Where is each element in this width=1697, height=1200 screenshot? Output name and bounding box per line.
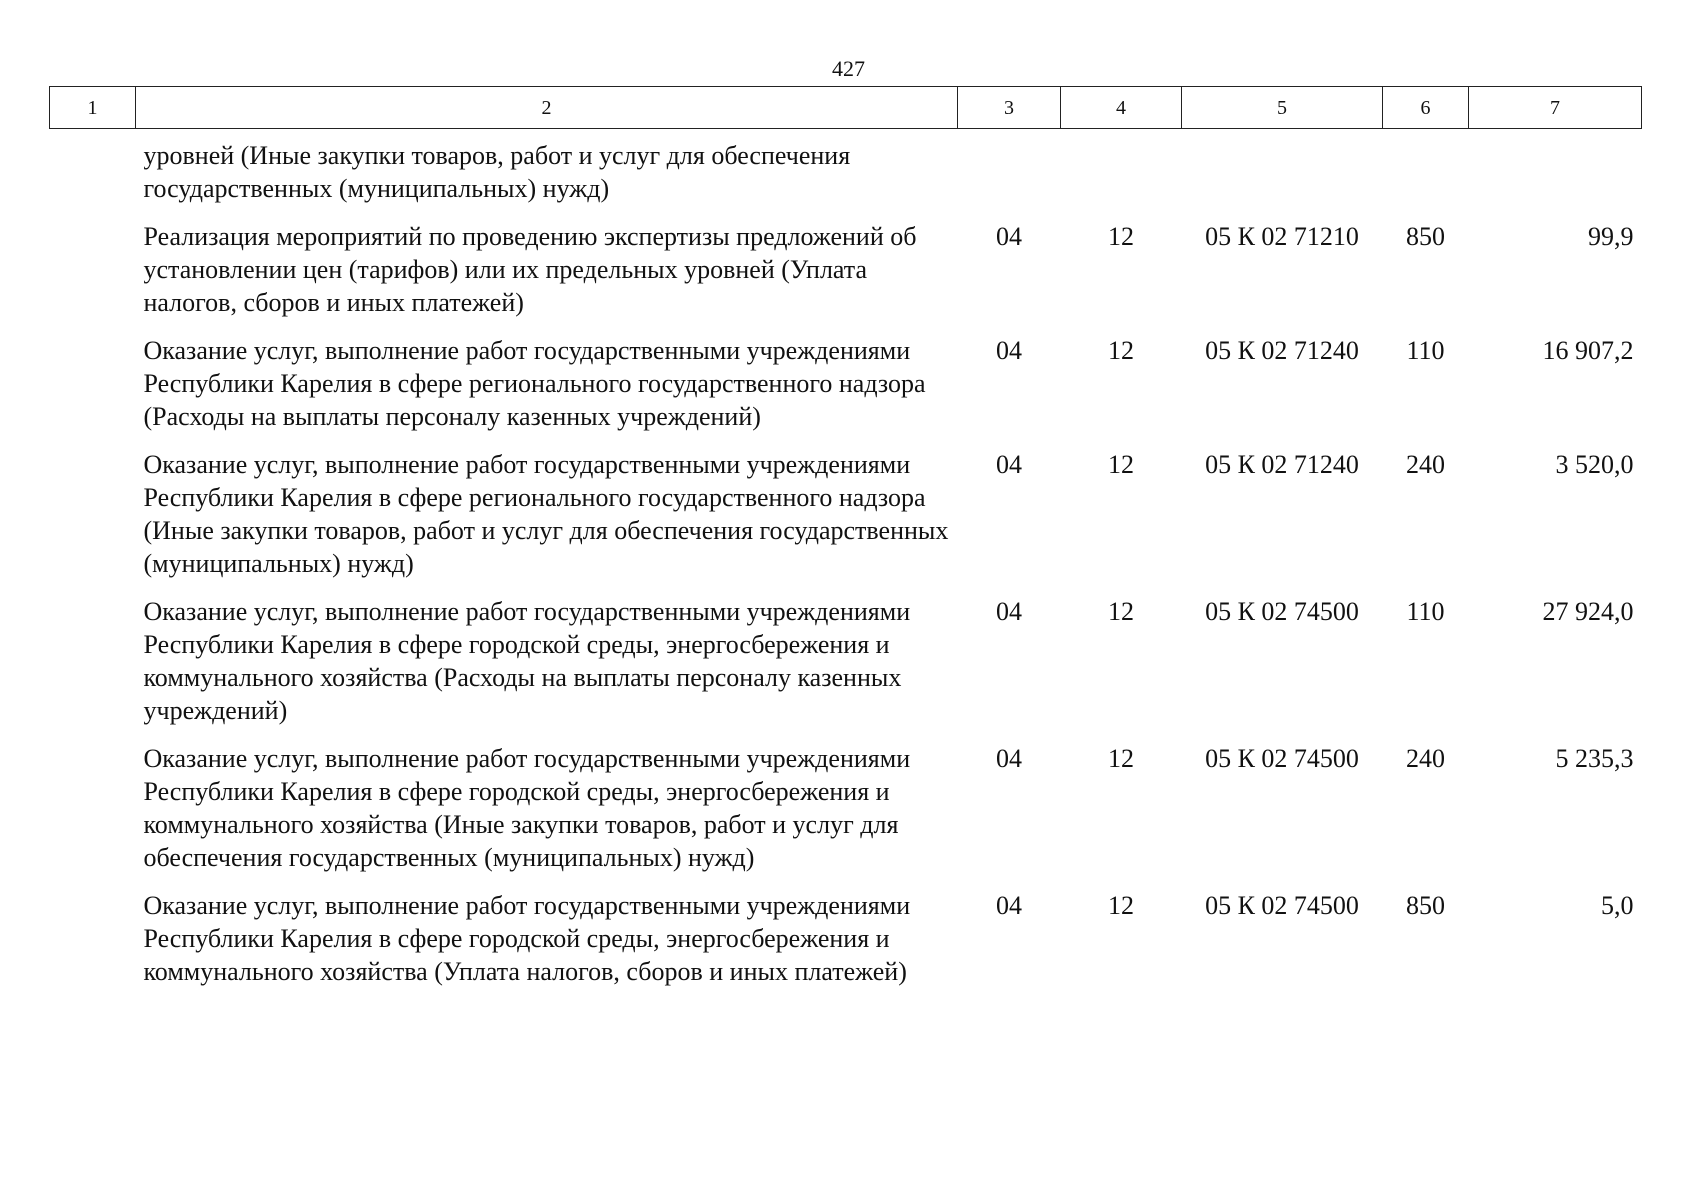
subsection-code: 12 [1108,597,1134,626]
expense-type-code: 850 [1406,891,1445,920]
table-row-continuation [50,129,1642,217]
subsection-code: 12 [1108,222,1134,251]
table-header-row [50,87,1642,129]
target-article-code: 05 К 02 71240 [1205,336,1359,365]
amount-value: 16 907,2 [1542,336,1634,365]
amount-value: 99,9 [1588,222,1634,251]
section-code: 04 [996,891,1022,920]
amount-value: 5,0 [1601,891,1634,920]
column-header-1: 1 [50,87,136,129]
section-code: 04 [996,450,1022,479]
table-header [50,87,1642,129]
expense-type-code: 110 [1406,597,1445,626]
amount-value: 5 235,3 [1555,744,1634,773]
page-number: 427 [832,56,865,81]
amount-value: 27 924,0 [1542,597,1634,626]
subsection-code: 12 [1108,336,1134,365]
section-code: 04 [996,336,1022,365]
cell-empty [1469,129,1642,217]
column-header-3: 3 [958,87,1061,129]
column-header-6: 6 [1383,87,1469,129]
subsection-code: 12 [1108,891,1134,920]
expense-type-code: 240 [1406,450,1445,479]
target-article-code: 05 К 02 74500 [1205,597,1359,626]
table-body [50,129,1642,1000]
section-code: 04 [996,597,1022,626]
subsection-code: 12 [1108,744,1134,773]
target-article-code: 05 К 02 71210 [1205,222,1359,251]
target-article-code: 05 К 02 74500 [1205,744,1359,773]
target-article-code: 05 К 02 71240 [1205,450,1359,479]
amount-value: 3 520,0 [1555,450,1634,479]
expense-description: Оказание услуг, выполнение работ государственными учреждениями Республики Карелия в сфере городской среды, энергосбережения и коммунального хозяйства (Иные закупки товаров, работ и услуг для обеспечения государственных (муниципальных) нужд) [143,744,911,872]
cell-empty [1383,129,1469,217]
expense-description: Оказание услуг, выполнение работ государственными учреждениями Республики Карелия в сфере городской среды, энергосбережения и коммунального хозяйства (Уплата налогов, сборов и иных платежей) [143,891,911,986]
column-header-4: 4 [1061,87,1182,129]
cell-empty [1182,129,1383,217]
cell-empty [958,129,1061,217]
column-header-7: 7 [1469,87,1642,129]
section-code: 04 [996,744,1022,773]
table-row [50,444,1642,591]
section-code: 04 [996,222,1022,251]
expense-type-code: 110 [1406,336,1445,365]
budget-table [49,86,1642,999]
continuation-text: уровней (Иные закупки товаров, работ и услуг для обеспечения государственных (муниципальных) нужд) [143,141,851,203]
expense-description: Оказание услуг, выполнение работ государственными учреждениями Республики Карелия в сфере регионального государственного надзора (Расходы на выплаты персоналу казенных учреждений) [143,336,926,431]
expense-description: Реализация мероприятий по проведению экспертизы предложений об установлении цен (тарифов) или их предельных уровней (Уплата налогов, сборов и иных платежей) [143,222,917,317]
target-article-code: 05 К 02 74500 [1205,891,1359,920]
expense-type-code: 240 [1406,744,1445,773]
expense-description: Оказание услуг, выполнение работ государственными учреждениями Республики Карелия в сфере городской среды, энергосбережения и коммунального хозяйства (Расходы на выплаты персоналу казенных учреждений) [143,597,911,725]
table-row [50,885,1642,999]
column-header-5: 5 [1182,87,1383,129]
table-row [50,738,1642,885]
table-row [50,330,1642,444]
column-header-2: 2 [136,87,958,129]
expense-type-code: 850 [1406,222,1445,251]
table-row [50,216,1642,330]
expense-description: Оказание услуг, выполнение работ государственными учреждениями Республики Карелия в сфере регионального государственного надзора (Иные закупки товаров, работ и услуг для обеспечения государственных (муниципальных) нужд) [143,450,949,578]
subsection-code: 12 [1108,450,1134,479]
cell-empty [1061,129,1182,217]
table-row [50,591,1642,738]
